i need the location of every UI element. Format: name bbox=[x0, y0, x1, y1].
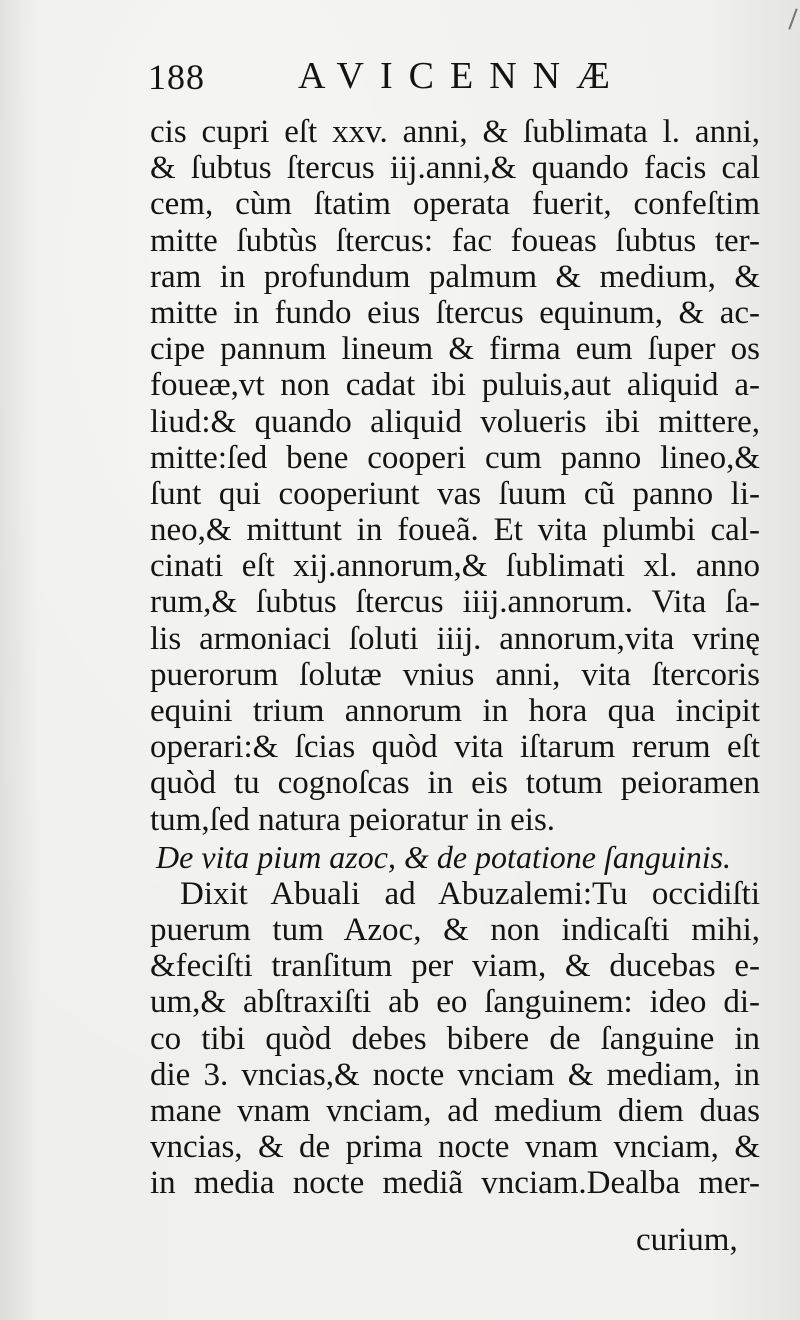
page-number: 188 bbox=[148, 57, 205, 97]
text-line: tum,ſed natura peioratur in eis. bbox=[150, 801, 556, 838]
text-line: in media nocte mediã vnciam.Dealba mer- bbox=[150, 1165, 760, 1202]
text-line: operari:& ſcias quòd vita iſtarum rerum eſt bbox=[150, 729, 760, 766]
text-line: um,& abſtraxiſti ab eo ſanguinem: ideo di- bbox=[150, 984, 760, 1021]
text-line: mitte:ſed bene cooperi cum panno lineo,& bbox=[150, 439, 760, 476]
text-line: cis cupri eſt xxv. anni, & ſublimata l. anni, bbox=[150, 114, 760, 150]
text-line: &feciſti tranſitum per viam, & ducebas e- bbox=[150, 948, 760, 985]
text-line: & ſubtus ſtercus iij.anni,& quando facis cal bbox=[150, 150, 760, 187]
catchword: curium, bbox=[636, 1222, 738, 1258]
text-line: rum,& ſubtus ſtercus iiij.annorum. Vita ſa- bbox=[150, 584, 760, 621]
text-line: Dixit Abuali ad Abuzalemi:Tu occidiſti bbox=[180, 875, 760, 912]
text-line: cipe pannum lineum & firma eum ſuper os bbox=[150, 331, 760, 368]
text-line: cem, cùm ſtatim operata fuerit, confeſtim bbox=[150, 186, 760, 223]
text-line: quòd tu cognoſcas in eis totum peioramen bbox=[150, 765, 760, 802]
text-line: lis armoniaci ſoluti iiij. annorum,vita vrinę bbox=[150, 620, 760, 657]
text-line: foueæ,vt non cadat ibi puluis,aut aliquid a- bbox=[150, 367, 760, 404]
text-line: puerorum ſolutæ vnius anni, vita ſtercoris bbox=[150, 656, 760, 693]
text-line: vncias, & de prima nocte vnam vnciam, & bbox=[150, 1129, 760, 1166]
text-line: liud:& quando aliquid volueris ibi mittere, bbox=[150, 403, 760, 440]
section-heading: De vita pium azoc, & de potatione ſanguinis. bbox=[156, 838, 732, 875]
page-header bbox=[148, 52, 668, 100]
text-line: mitte ſubtùs ſtercus: fac foueas ſubtus ter- bbox=[150, 222, 760, 259]
body-text bbox=[150, 114, 760, 1201]
text-line: neo,& mittunt in foueã. Et vita plumbi cal- bbox=[150, 512, 760, 549]
text-line: ram in profundum palmum & medium, & bbox=[150, 258, 760, 295]
text-line: mane vnam vnciam, ad medium diem duas bbox=[150, 1092, 760, 1129]
text-line: co tibi quòd debes bibere de ſanguine in bbox=[150, 1020, 760, 1057]
text-line: puerum tum Azoc, & non indicaſti mihi, bbox=[150, 911, 760, 948]
text-line: ſunt qui cooperiunt vas ſuum cũ panno li- bbox=[150, 475, 760, 512]
page-edge-mark bbox=[788, 8, 797, 29]
text-line: equini trium annorum in hora qua incipit bbox=[150, 693, 760, 729]
running-head: AVICENNÆ bbox=[298, 55, 626, 97]
text-line: die 3. vncias,& nocte vnciam & mediam, in bbox=[150, 1056, 760, 1093]
text-line: cinati eſt xij.annorum,& ſublimati xl. anno bbox=[150, 548, 760, 585]
text-line: mitte in fundo eius ſtercus equinum, & ac- bbox=[150, 294, 760, 331]
